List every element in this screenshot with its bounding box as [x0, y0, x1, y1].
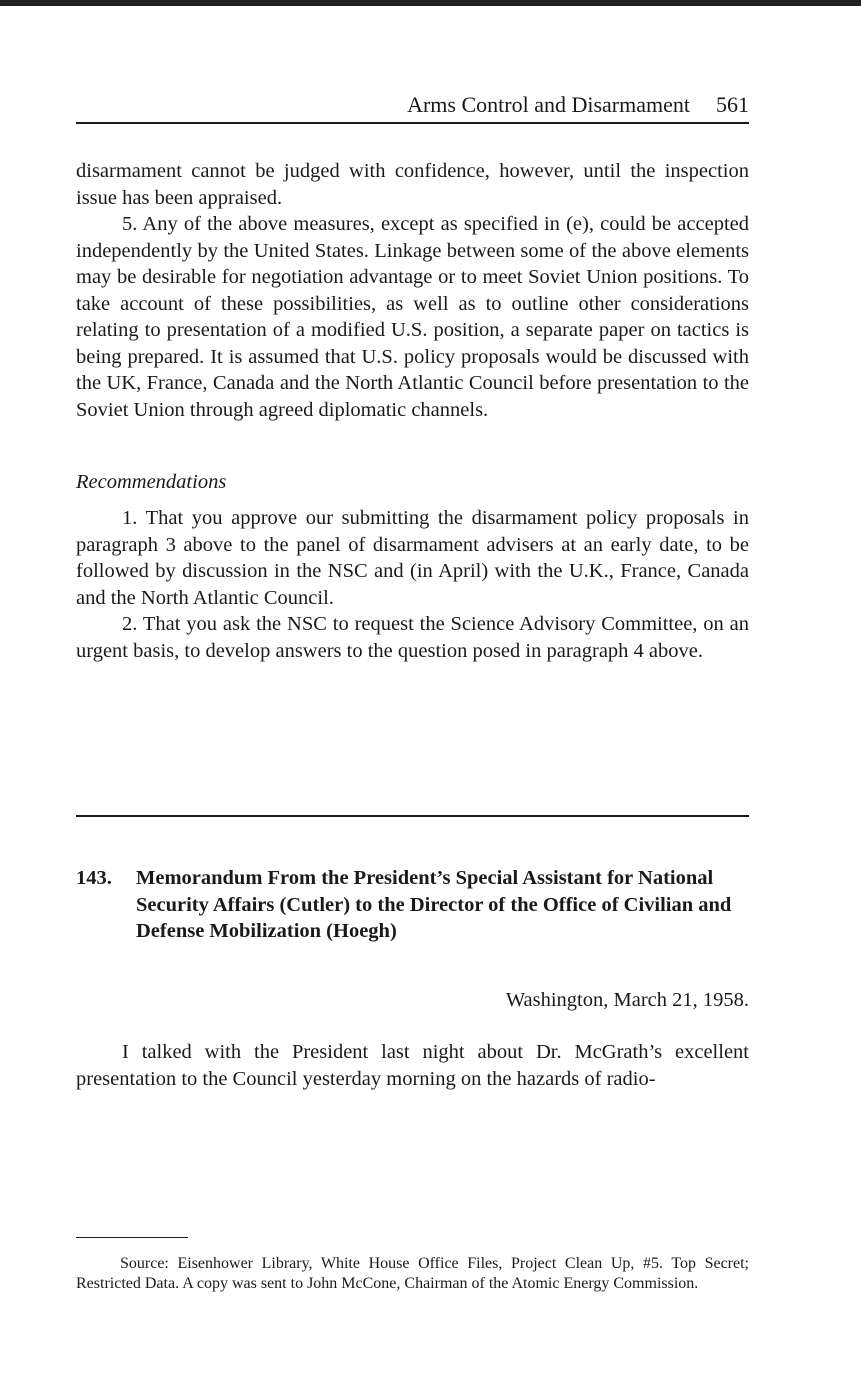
- page-top-edge: [0, 0, 861, 6]
- paragraph-5: 5. Any of the above measures, except as specified in (e), could be accepted independently by the United States. Linkage between some of the above elements may be desirable for negotiation advantage or to meet Soviet Union positions. To take account of these possibilities, as well as to outline other considerations relating to presentation of a modified U.S. position, a separate paper on tactics is being prepared. It is assumed that U.S. policy proposals would be discussed with the UK, France, Canada and the North Atlantic Council before presentation to the Soviet Union through agreed diplomatic channels.: [76, 213, 749, 421]
- recommendation-item-1: 1. That you approve our submitting the disarmament policy proposals in paragraph 3 above to the panel of disarmament advisers at an early date, to be followed by discussion in the NSC and (in April) with the U.K., France, Canada and the North Atlantic Council.: [76, 507, 749, 609]
- memo-paragraph: I talked with the President last night about Dr. McGrath’s excellent presentation to the Council yesterday morning on the hazards of radio-: [76, 1041, 749, 1090]
- recommendation-item-2: 2. That you ask the NSC to request the Science Advisory Committee, on an urgent basis, to develop answers to the question posed in paragraph 4 above.: [76, 613, 749, 662]
- footnote-rule: [76, 1237, 188, 1238]
- continuation-paragraph: disarmament cannot be judged with confidence, however, until the inspection issue has been appraised.: [76, 160, 749, 209]
- memo-body: [76, 1039, 749, 1092]
- document-number: 143.: [76, 867, 112, 889]
- recommendations-list: [76, 505, 749, 664]
- recommendations-heading: Recommendations: [76, 471, 227, 493]
- section-divider: [76, 815, 749, 817]
- document-title: Memorandum From the President’s Special Assistant for National Security Affairs (Cutler) to the Director of the Office of Civilian and Defense Mobilization (Hoegh): [136, 867, 732, 942]
- running-head: [76, 90, 749, 120]
- source-footnote: [76, 1254, 749, 1294]
- body-text: [76, 158, 749, 423]
- header-rule: [76, 122, 749, 124]
- page-number: 561: [716, 92, 749, 117]
- dateline: Washington, March 21, 1958.: [505, 989, 749, 1011]
- footnote-text: Source: Eisenhower Library, White House Office Files, Project Clean Up, #5. Top Secret; Restricted Data. A copy was sent to John McCone, Chairman of the Atomic Energy Commission.: [76, 1255, 749, 1292]
- running-title: Arms Control and Disarmament: [407, 92, 690, 117]
- document-heading: [76, 865, 749, 945]
